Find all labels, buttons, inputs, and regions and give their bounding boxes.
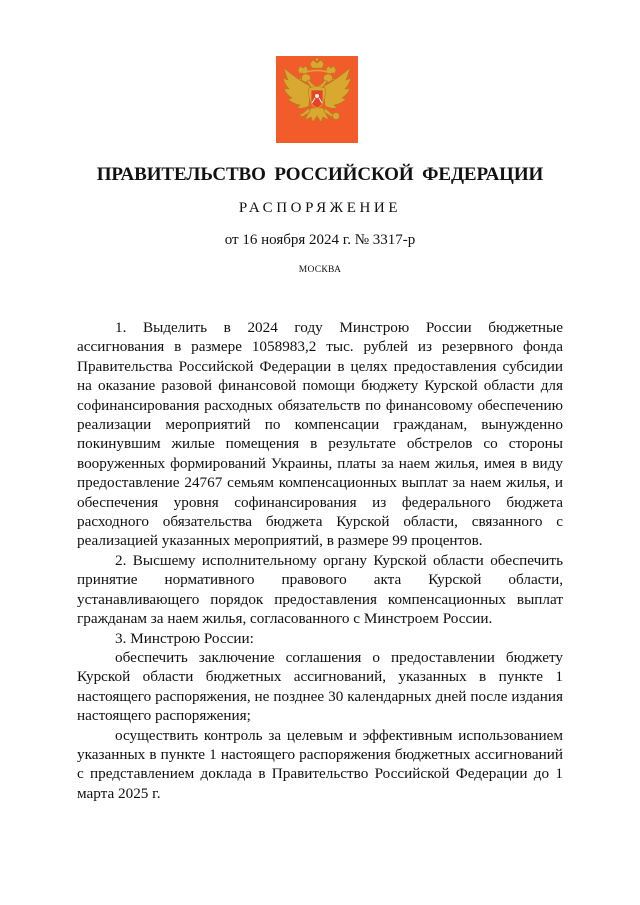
government-title: ПРАВИТЕЛЬСТВО РОССИЙСКОЙ ФЕДЕРАЦИИ [96, 164, 544, 185]
document-body [77, 318, 563, 803]
document-type: РАСПОРЯЖЕНИЕ [238, 200, 402, 216]
russian-coat-of-arms-icon [276, 56, 358, 143]
paragraph-3: 3. Минстрою России: [115, 629, 254, 647]
paragraph-3-item-2: осуществить контроль за целевым и эффективным использованием указанных в пункте 1 настоящего распоряжения бюджетных ассигнований с представлением доклада в Правительство Российской Федерации до 1 марта 2025 г. [77, 726, 563, 802]
document-date-number: от 16 ноября 2024 г. № 3317-р [224, 232, 416, 248]
paragraph-3-item-1: обеспечить заключение соглашения о предоставлении бюджету Курской области бюджетных ассигнований, указанных в пункте 1 настоящего распоряжения, не позднее 30 календарных дней после издания настоящего распоряжения; [77, 648, 563, 725]
paragraph-1: 1. Выделить в 2024 году Минстрою России бюджетные ассигнования в размере 1058983,2 тыс. рублей из резервного фонда Правительства Российской Федерации в целях предоставления субсидии на оказание разовой финансовой помощи бюджету Курской области для софинансирования расходных обязательств по финансовому обеспечению реализации мероприятий по компенсации гражданам, вынужденно покинувшим жилые помещения в результате обстрелов со стороны вооруженных формирований Украины, платы за наем жилья, имея в виду предоставление 24767 семьям компенсационных выплат за наем жилья, и обеспечения уровня софинансирования из федерального бюджета расходного обязательства бюджета Курской области, связанного с реализацией указанных мероприятий, в размере 99 процентов. [77, 319, 563, 550]
paragraph-2: 2. Высшему исполнительному органу Курской области обеспечить принятие нормативного правового акта Курской области, устанавливающего порядок предоставления компенсационных выплат гражданам за наем жилья, согласованного с Минстроем России. [77, 551, 563, 628]
document-city: МОСКВА [298, 265, 342, 275]
